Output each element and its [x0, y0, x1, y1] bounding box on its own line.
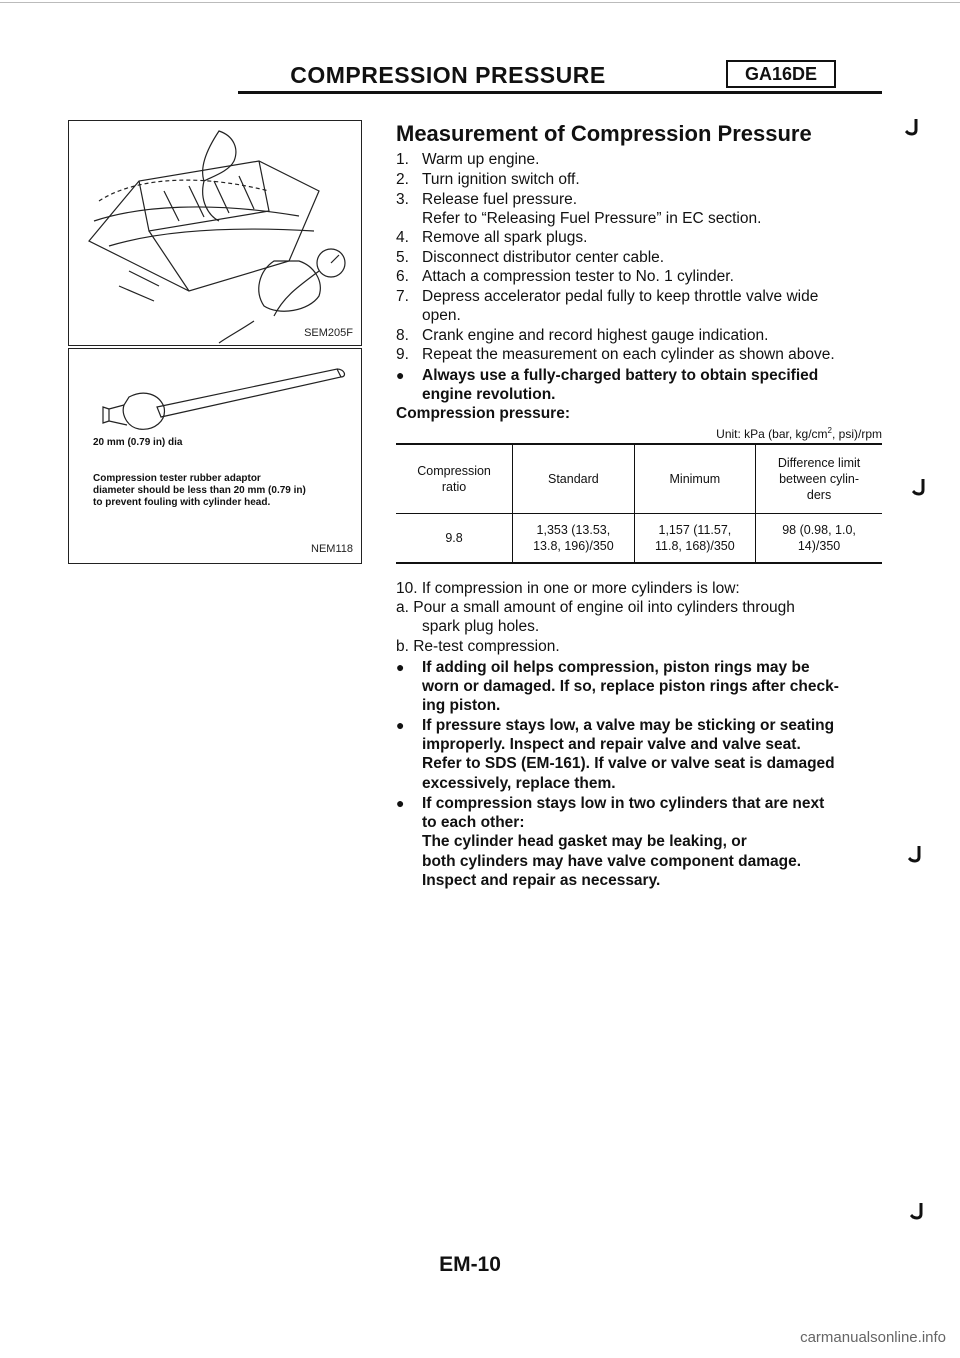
bullet-item: [396, 793, 824, 814]
step-text: Turn ignition switch off.: [422, 171, 580, 188]
bullet-continuation: to each other:: [422, 814, 525, 831]
page-number: EM-10: [439, 1253, 501, 1276]
step-item: [396, 150, 539, 170]
bullet-continuation: both cylinders may have valve component damage.: [422, 853, 802, 870]
compression-spec-table: [396, 443, 882, 564]
step-text: Warm up engine.: [422, 151, 540, 168]
engine-illustration: [69, 121, 361, 345]
step-number: 8.: [396, 327, 409, 344]
figure-rubber-adaptor: [68, 348, 362, 564]
step-number: 1.: [396, 151, 409, 168]
bullet-text: If compression stays low in two cylinders that are next: [422, 795, 825, 812]
cell-line: 1,353 (13.53,: [536, 523, 611, 537]
substep-b: b. Re-test compression.: [396, 638, 560, 655]
unit-suffix: , psi)/rpm: [831, 427, 882, 441]
unit-line: [600, 426, 882, 441]
step-number: 5.: [396, 249, 409, 266]
bullet-continuation: Inspect and repair as necessary.: [422, 872, 661, 889]
header-line: Difference limit: [777, 456, 861, 470]
bullet-text: If adding oil helps compression, piston rings may be: [422, 659, 810, 676]
step-item: [396, 287, 818, 307]
unit-prefix: Unit: kPa (bar, kg/cm: [716, 427, 828, 441]
step-text: Release fuel pressure.: [422, 191, 578, 208]
table-header-cell: [634, 444, 756, 514]
step-item: [396, 248, 664, 268]
revision-check-icon: [905, 118, 919, 136]
dimension-label: 20 mm (0.79 in) dia: [93, 437, 183, 448]
bullet-continuation: worn or damaged. If so, replace piston rings after check-: [422, 678, 839, 695]
cell-line: 11.8, 168)/350: [655, 539, 735, 553]
bullet-item: [396, 365, 818, 386]
figure-engine-compression-gauge: [68, 120, 362, 346]
step-text: Disconnect distributor center cable.: [422, 249, 665, 266]
spec-label: Compression pressure:: [396, 405, 570, 422]
bullet-dot-icon: ●: [396, 659, 405, 675]
substep-a-continuation: spark plug holes.: [422, 618, 540, 635]
bullet-text: Always use a fully-charged battery to obtain specified: [422, 367, 819, 384]
step-text: Refer to “Releasing Fuel Pressure” in EC section.: [422, 210, 762, 227]
caption-line: diameter should be less than 20 mm (0.79 in): [93, 485, 306, 496]
bullet-continuation: ing piston.: [422, 697, 501, 714]
step-text: Repeat the measurement on each cylinder as shown above.: [422, 346, 835, 363]
header-line: Standard: [548, 472, 599, 486]
table-header-cell: [396, 444, 513, 514]
table-cell: [513, 514, 635, 564]
step-text: Remove all spark plugs.: [422, 229, 588, 246]
header-line: Minimum: [669, 472, 721, 486]
section-title: Measurement of Compression Pressure: [396, 121, 812, 146]
figure-code: NEM118: [311, 543, 353, 555]
step-number: 6.: [396, 268, 409, 285]
step-item: [396, 228, 587, 248]
page-title: COMPRESSION PRESSURE: [290, 62, 606, 88]
cell-line: 1,157 (11.57,: [658, 523, 732, 537]
bullet-continuation: The cylinder head gasket may be leaking, or: [422, 833, 747, 850]
step-item: [396, 267, 734, 287]
step-number: 9.: [396, 346, 409, 363]
table-cell: [634, 514, 756, 564]
bullet-text: If pressure stays low, a valve may be sticking or seating: [422, 717, 835, 734]
step-number: 2.: [396, 171, 409, 188]
header-line: ders: [806, 488, 832, 502]
revision-check-icon: [910, 1202, 924, 1220]
header-line: between cylin-: [779, 472, 860, 486]
bullet-item: [396, 715, 834, 736]
step-item: [396, 345, 835, 365]
header-line: ratio: [441, 480, 467, 494]
figure-code: SEM205F: [304, 327, 353, 339]
bullet-continuation: engine revolution.: [422, 386, 556, 403]
step-item: [396, 326, 768, 346]
step-number: 4.: [396, 229, 409, 246]
header-line: Compression: [417, 464, 491, 478]
cell-line: 13.8, 196)/350: [533, 539, 614, 553]
step-text: Depress accelerator pedal fully to keep throttle valve wide: [422, 288, 819, 305]
cell-line: 9.8: [445, 531, 463, 545]
step-number: 7.: [396, 288, 409, 305]
engine-code-badge: GA16DE: [726, 60, 836, 88]
table-header-cell: [756, 444, 882, 514]
step-item: [396, 306, 461, 326]
bullet-dot-icon: ●: [396, 367, 405, 383]
substep-a: a. Pour a small amount of engine oil into cylinders through: [396, 599, 795, 616]
table-header-cell: [513, 444, 635, 514]
step-item: [396, 170, 580, 190]
step-10-intro: 10. If compression in one or more cylinders is low:: [396, 580, 740, 597]
table-cell: [396, 514, 513, 564]
unit-sup: 2: [827, 426, 832, 435]
table-cell: [756, 514, 882, 564]
caption-line: Compression tester rubber adaptor: [93, 473, 261, 484]
bullet-dot-icon: ●: [396, 717, 405, 733]
step-item: [396, 209, 761, 229]
caption-line: to prevent fouling with cylinder head.: [93, 497, 271, 508]
bullet-dot-icon: ●: [396, 795, 405, 811]
step-text: open.: [422, 307, 461, 324]
table-row: [396, 514, 882, 564]
bullet-item: [396, 657, 810, 678]
bullet-continuation: excessively, replace them.: [422, 775, 616, 792]
table-header-row: [396, 444, 882, 514]
top-border-line: [0, 2, 960, 3]
cell-line: 98 (0.98, 1.0,: [782, 523, 856, 537]
watermark: carmanualsonline.info: [800, 1329, 946, 1346]
header-rule: [238, 91, 882, 94]
bullet-continuation: improperly. Inspect and repair valve and valve seat.: [422, 736, 801, 753]
bullet-continuation: Refer to SDS (EM-161). If valve or valve seat is damaged: [422, 755, 835, 772]
step-text: Attach a compression tester to No. 1 cylinder.: [422, 268, 734, 285]
step-item: [396, 190, 577, 210]
revision-check-icon: [908, 845, 922, 863]
step-number: 3.: [396, 191, 409, 208]
cell-line: 14)/350: [797, 539, 841, 553]
step-text: Crank engine and record highest gauge indication.: [422, 327, 769, 344]
revision-check-icon: [912, 478, 926, 496]
